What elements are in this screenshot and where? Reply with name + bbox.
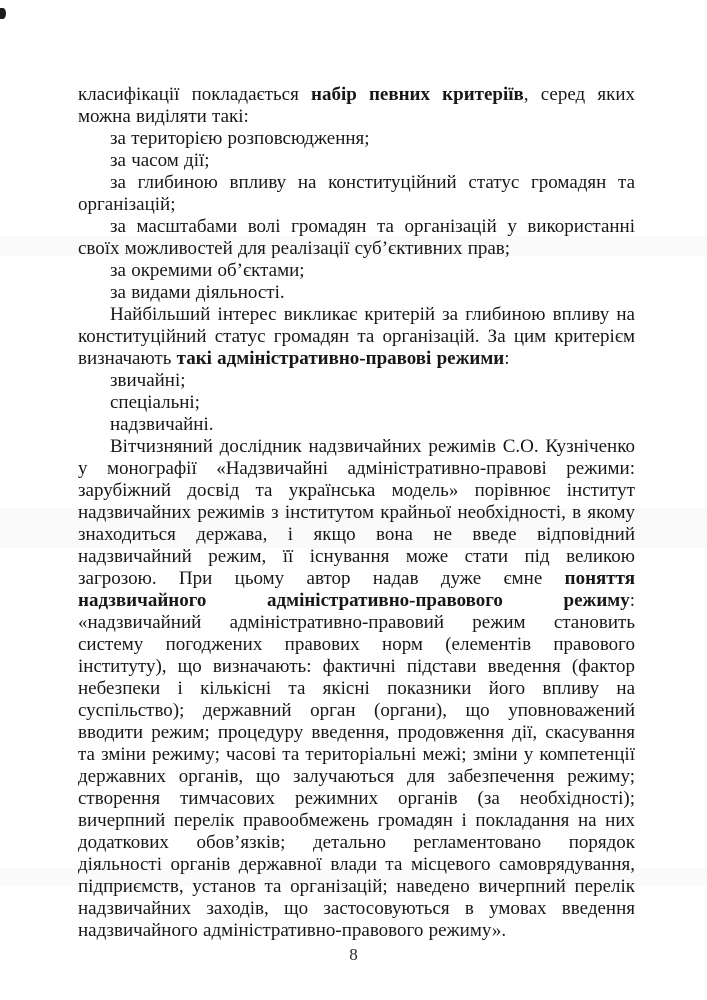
paragraph <box>78 172 635 216</box>
text-run: : <box>504 348 510 369</box>
text-run: звичайні; <box>110 370 186 391</box>
paragraph <box>78 370 635 392</box>
text-run: за окремими об’єктами; <box>110 260 305 281</box>
paragraph <box>78 150 635 172</box>
text-run: за часом дії; <box>110 150 210 171</box>
paragraph <box>78 436 635 942</box>
paragraph <box>78 414 635 436</box>
bold-text-run: такі адміністративно-правові режими <box>176 348 505 369</box>
text-run: Найбільший інтерес викликає критерій за глибиною впливу на конституційний статус громадян та організацій. За цим критерієм визначають <box>78 304 635 369</box>
bold-text-run: поняття надзвичайного адміністративно-правового режиму <box>78 568 635 611</box>
text-run: за масштабами волі громадян та організацій у використанні своїх можливостей для реалізації суб’єктивних прав; <box>78 216 635 259</box>
paragraph <box>78 304 635 370</box>
text-run: , серед яких можна виділяти такі: <box>78 84 635 127</box>
paragraph <box>78 128 635 150</box>
text-run: : «надзвичайний адміністративно-правовий режим становить систему погоджених правових норм (елементів правового інституту), що визначають: фактичні підстави введення (фактор небезпеки і кількісні та якісні показники його впливу на суспільство); державний орган (органи), що уповноважений вводити режим; процедуру введення, продовження дії, скасування та зміни режиму; часові та територіальні межі; зміни у компетенції державних органів, що залучаються для забезпечення режиму; створення тимчасових режимних органів (за необхідності); вичерпний перелік правообмежень громадян і покладання на них додаткових обов’язків; детально регламентовано порядок діяльності органів державної влади та місцевого самоврядування, підприємств, установ та організацій; наведено вичерпний перелік надзвичайних заходів, що застосовуються в умовах введення надзвичайного адміністративно-правового режиму». <box>78 590 635 941</box>
page-number: 8 <box>349 945 358 964</box>
text-run: Вітчизняний дослідник надзвичайних режимів С.О. Кузніченко у монографії «Надзвичайні адміністративно-правові режими: зарубіжний досвід та українська модель» порівнює інститут надзвичайних режимів з інститутом крайньої необхідності, в якому знаходиться держава, і якщо вона не введе відповідний надзвичайний режим, її існування може стати під великою загрозою. При цьому автор надав дуже ємне <box>78 436 635 589</box>
bold-text-run: набір певних критеріїв <box>311 84 524 105</box>
paragraph <box>78 216 635 260</box>
text-run: за глибиною впливу на конституційний статус громадян та організацій; <box>78 172 635 215</box>
text-run: за територією розповсюдження; <box>110 128 370 149</box>
text-run: надзвичайні. <box>110 414 214 435</box>
text-run: за видами діяльності. <box>110 282 285 303</box>
paragraph <box>78 282 635 304</box>
text-run: класифікації покладається <box>78 84 311 105</box>
paragraph <box>78 84 635 128</box>
page-text <box>78 84 635 942</box>
text-run: спеціальні; <box>110 392 200 413</box>
paragraph <box>78 260 635 282</box>
paragraph <box>78 392 635 414</box>
scan-artifact <box>0 8 6 19</box>
